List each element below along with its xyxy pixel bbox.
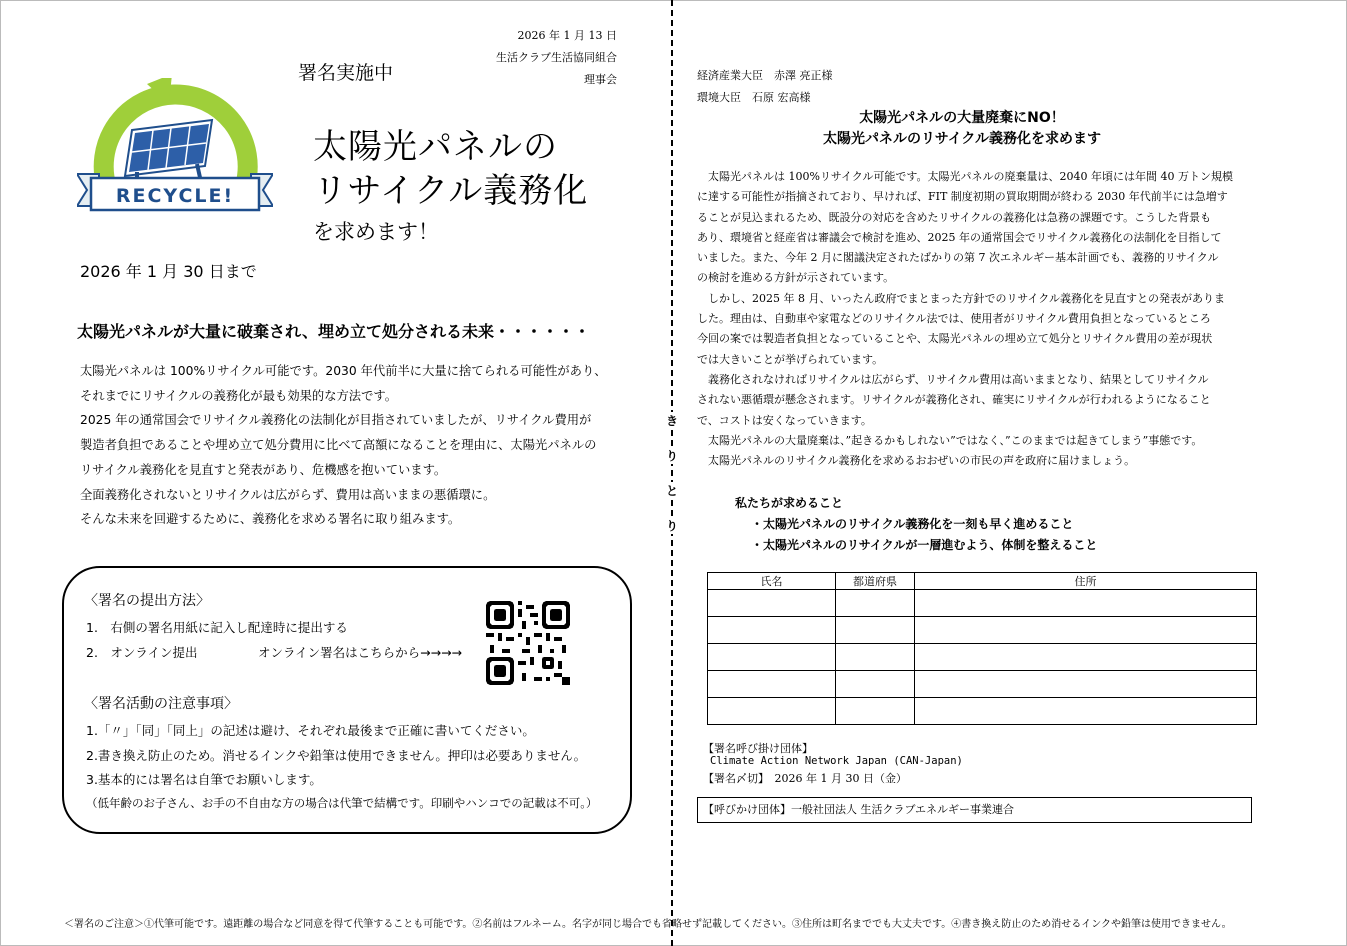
cut-label-char: り <box>663 517 681 534</box>
main-title-line3: を求めます！ <box>313 220 439 244</box>
petition-body <box>697 167 1289 471</box>
left-body-line: 全面義務化されないとリサイクルは広がらず、費用は高いままの悪循環に。 <box>80 487 496 502</box>
recycle-logo-text: RECYCLE! <box>115 185 235 207</box>
petition-line: した。理由は、自動車や家電などのリサイクル法では、使用者がリサイクル費用負担となっているところ <box>697 312 1211 326</box>
prefecture-cell[interactable] <box>836 644 915 671</box>
note-item: （低年齢のお子さん、お手の不自由な方の場合は代筆で結構です。印刷やハンコでの記載は不可。） <box>86 796 598 810</box>
header-org: 生活クラブ生活協同組合 <box>496 51 617 64</box>
address-cell[interactable] <box>915 671 1257 698</box>
header-board: 理事会 <box>584 73 617 86</box>
left-body-line: それまでにリサイクルの義務化が最も効果的な方法です。 <box>80 388 398 403</box>
left-body <box>80 359 620 532</box>
main-title-line1: 太陽光パネルの <box>313 127 558 167</box>
name-cell[interactable] <box>708 617 836 644</box>
petition-line: の検討を進める方針が示されています。 <box>697 271 895 285</box>
organizer-name: Climate Action Network Japan (CAN-Japan) <box>710 755 963 767</box>
demand-item: ・太陽光パネルのリサイクル義務化を一刻も早く進めること <box>751 517 1074 531</box>
name-cell[interactable] <box>708 590 836 617</box>
petition-line: では大きいことが挙げられています。 <box>697 352 884 366</box>
recycle-logo <box>77 78 273 248</box>
petition-line: 太陽光パネルの大量廃棄は、”起きるかもしれない”ではなく、”このままでは起きてしまう”事態です。 <box>708 433 1203 447</box>
petition-line: あり、環境省と経産省は審議会で検討を進め、2025 年の通常国会でリサイクル義務化の法制化を目指して <box>697 230 1222 244</box>
submit-method-title: 〈署名の提出方法〉 <box>84 593 210 609</box>
qr-code[interactable] <box>486 601 570 685</box>
prefecture-cell[interactable] <box>836 590 915 617</box>
petition-line: いました。また、今年 2 月に閣議決定されたばかりの第 7 次エネルギー基本計画でも、義務的リサイクル <box>697 251 1219 265</box>
solar-panel-icon <box>121 120 219 184</box>
left-body-line: 製造者負担であることや埋め立て処分費用に比べて高額になることを理由に、太陽光パネルの <box>80 438 597 453</box>
organizer-label: 【署名呼び掛け団体】 <box>703 742 813 755</box>
addressee-env: 環境大臣 石原 宏高様 <box>697 91 811 104</box>
address-cell[interactable] <box>915 617 1257 644</box>
left-body-line: 2025 年の通常国会でリサイクル義務化の法制化が目指されていましたが、リサイクル費用が <box>80 413 592 428</box>
signature-table <box>707 572 1257 725</box>
main-title-line2: リサイクル義務化 <box>313 171 589 211</box>
petition-title-2: 太陽光パネルのリサイクル義務化を求めます <box>822 131 1102 147</box>
submit-item-paper: 1. 右側の署名用紙に記入し配達時に提出する <box>86 620 348 635</box>
petition-line: 太陽光パネルは 100%リサイクル可能です。太陽光パネルの廃棄量は、2040 年頃には年間 40 万トン規模 <box>708 170 1234 183</box>
cut-label-char: と <box>663 482 681 499</box>
petition-line: 今回の案では製造者負担となっていることや、太陽光パネルの埋め立て処分とリサイクル費用の差が現状 <box>697 332 1213 346</box>
demands-title: 私たちが求めること <box>735 496 844 510</box>
header-info <box>496 25 617 91</box>
demands <box>735 493 1097 556</box>
petition-line: で、コストは安くなっていきます。 <box>697 413 872 427</box>
prefecture-cell[interactable] <box>836 698 915 725</box>
signature-row <box>708 617 1257 644</box>
name-cell[interactable] <box>708 698 836 725</box>
note-item: 2.書き換え防止のため。消せるインクや鉛筆は使用できません。押印は必要ありません。 <box>86 748 587 763</box>
prefecture-cell[interactable] <box>836 617 915 644</box>
signature-row <box>708 698 1257 725</box>
address-cell[interactable] <box>915 590 1257 617</box>
petition-line: されない悪循環が懸念されます。リサイクルが義務化され、確実にリサイクルが行われるようになること <box>697 393 1211 407</box>
deadline-label: 【署名〆切】 2026 年 1 月 30 日（金） <box>703 772 907 785</box>
lead-heading: 太陽光パネルが大量に破棄され、埋め立て処分される未来・・・・・・ <box>77 322 590 341</box>
recycle-ribbon <box>77 174 273 210</box>
petition-line: しかし、2025 年 8 月、いったん政府でまとまった方針でのリサイクル義務化を見直すとの発表がありま <box>708 291 1225 305</box>
col-prefecture: 都道府県 <box>836 573 915 590</box>
prefecture-cell[interactable] <box>836 671 915 698</box>
left-body-line: リサイクル義務化を見直すと発表があり、危機感を抱いています。 <box>80 462 447 477</box>
cut-label-char: き <box>663 412 681 429</box>
petition-line: ることが見込まれるため、既設分の対応を含めたリサイクルの義務化は急務の課題です。こうした背景も <box>697 210 1212 224</box>
main-title <box>313 125 588 213</box>
name-cell[interactable] <box>708 644 836 671</box>
name-cell[interactable] <box>708 671 836 698</box>
cut-label-char: り <box>663 447 681 464</box>
caller-box: 【呼びかけ団体】一般社団法人 生活クラブエネルギー事業連合 <box>697 797 1252 823</box>
signature-row <box>708 671 1257 698</box>
deadline: 2026 年 1 月 30 日まで <box>80 262 257 281</box>
addressee-meti: 経済産業大臣 赤澤 亮正様 <box>697 69 833 82</box>
petition-line: に達する可能性が指摘されており、早ければ、FIT 制度初期の買取期間が終わる 2030 年代前半には急増す <box>697 190 1228 204</box>
left-body-line: そんな未来を回避するために、義務化を求める署名に取り組みます。 <box>80 512 461 527</box>
left-body-line: 太陽光パネルは 100%リサイクル可能です。2030 年代前半に大量に捨てられる可能性があり、 <box>80 364 607 378</box>
signature-badge: 署名実施中 <box>298 62 394 84</box>
footer-notes: ＜署名のご注意＞①代筆可能です。遠距離の場合など同意を得て代筆することも可能です。②名前はフルネーム。名字が同じ場合でも省略せず記載してください。③住所は町名まででも大丈夫です。④書き換え防止のため消せるインクや鉛筆は使用できません。 <box>64 919 1232 930</box>
online-signature-link[interactable]: オンライン署名はこちらから→→→→ <box>258 645 463 660</box>
address-cell[interactable] <box>915 698 1257 725</box>
col-address: 住所 <box>915 573 1257 590</box>
signature-table-header <box>708 573 1257 590</box>
petition-line: 太陽光パネルのリサイクル義務化を求めるおおぜいの市民の声を政府に届けましょう。 <box>708 454 1136 468</box>
petition-title-1: 太陽光パネルの大量廃棄にNO！ <box>859 110 1065 126</box>
signature-row <box>708 590 1257 617</box>
cut-line <box>671 0 673 946</box>
col-name: 氏名 <box>708 573 836 590</box>
address-cell[interactable] <box>915 644 1257 671</box>
demand-item: ・太陽光パネルのリサイクルが一層進むよう、体制を整えること <box>751 538 1098 552</box>
note-item: 1.「〃」「同」「同上」の記述は避け、それぞれ最後まで正確に書いてください。 <box>86 723 535 738</box>
header-date: 2026 年 1 月 13 日 <box>517 29 617 42</box>
notes-title: 〈署名活動の注意事項〉 <box>84 696 238 712</box>
submit-item-online: 2. オンライン提出 <box>86 645 198 660</box>
signature-row <box>708 644 1257 671</box>
petition-line: 義務化されなければリサイクルは広がらず、リサイクル費用は高いままとなり、結果としてリサイクル <box>708 372 1209 386</box>
note-item: 3.基本的には署名は自筆でお願いします。 <box>86 772 322 787</box>
